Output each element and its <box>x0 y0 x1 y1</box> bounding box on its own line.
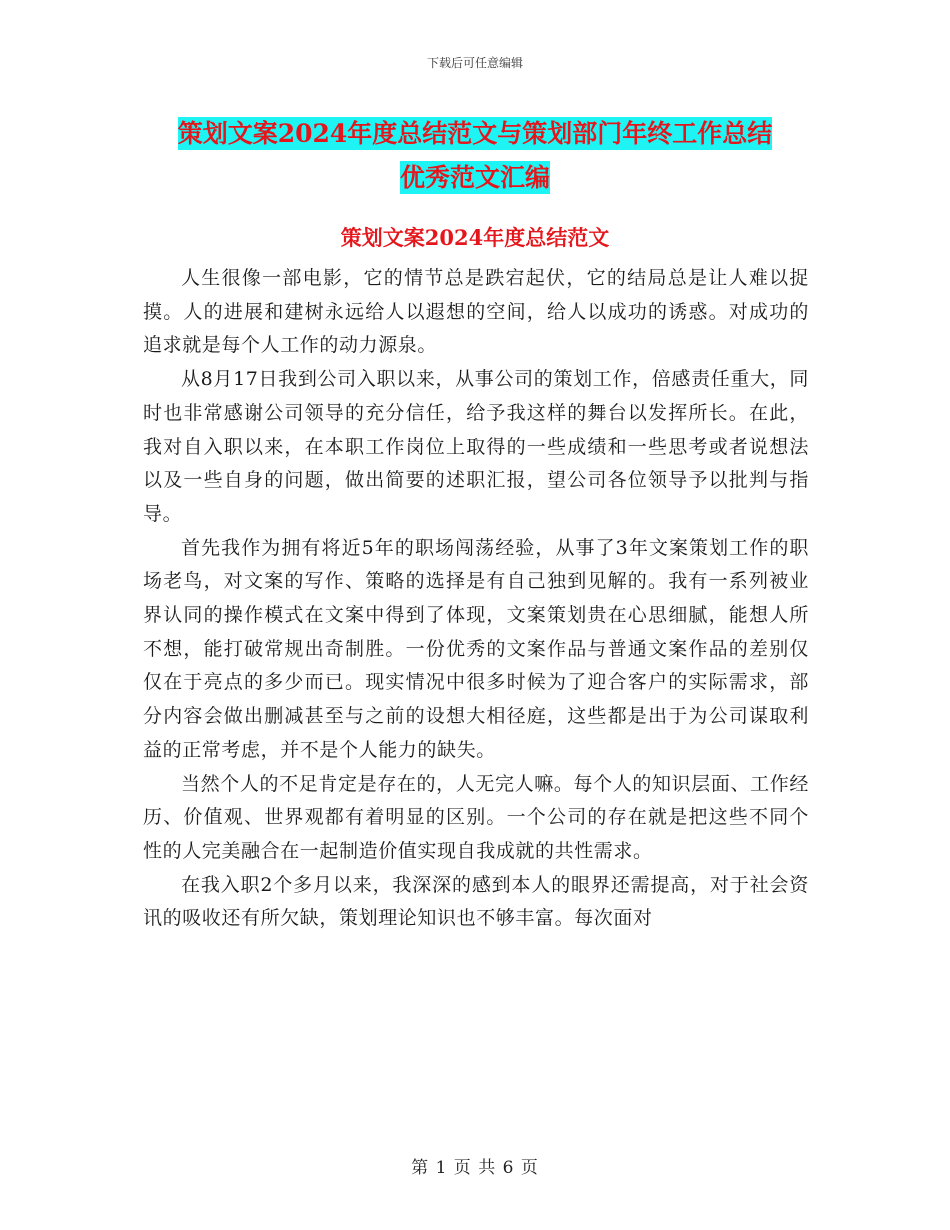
header-note: 下载后可任意编辑 <box>426 56 523 70</box>
section-title: 策划文案2024年度总结范文 <box>340 225 610 250</box>
title-line-2: 优秀范文汇编 <box>399 163 550 192</box>
document-body <box>143 262 809 936</box>
document-title <box>0 112 950 200</box>
paragraph: 从8月17日我到公司入职以来，从事公司的策划工作，倍感责任重大，同时也非常感谢公司领导的充分信任，给予我这样的舞台以发挥所长。在此，我对自入职以来，在本职工作岗位上取得的一些成绩和一些思考或者说想法以及一些自身的问题，做出简要的述职汇报，望公司各位领导予以批判与指导。 <box>143 368 809 525</box>
page-number: 第 1 页 共 6 页 <box>411 1158 539 1178</box>
title-line-1: 策划文案2024年度总结范文与策划部门年终工作总结 <box>177 119 773 148</box>
paragraph: 在我入职2个多月以来，我深深的感到本人的眼界还需提高，对于社会资讯的吸收还有所欠缺，策划理论知识也不够丰富。每次面对 <box>143 873 809 930</box>
paragraph: 首先我作为拥有将近5年的职场闯荡经验，从事了3年文案策划工作的职场老鸟，对文案的写作、策略的选择是有自己独到见解的。我有一系列被业界认同的操作模式在文案中得到了体现，文案策划贵在心思细腻，能想人所不想，能打破常规出奇制胜。一份优秀的文案作品与普通文案作品的差别仅仅在于亮点的多少而已。现实情况中很多时候为了迎合客户的实际需求，部分内容会做出删减甚至与之前的设想大相径庭，这些都是出于为公司谋取利益的正常考虑，并不是个人能力的缺失。 <box>143 536 809 761</box>
paragraph: 人生很像一部电影，它的情节总是跌宕起伏，它的结局总是让人难以捉摸。人的进展和建树永远给人以遐想的空间，给人以成功的诱惑。对成功的追求就是每个人工作的动力源泉。 <box>143 267 809 357</box>
paragraph: 当然个人的不足肯定是存在的，人无完人嘛。每个人的知识层面、工作经历、价值观、世界观都有着明显的区别。一个公司的存在就是把这些不同个性的人完美融合在一起制造价值实现自我成就的共性需求。 <box>143 772 809 862</box>
